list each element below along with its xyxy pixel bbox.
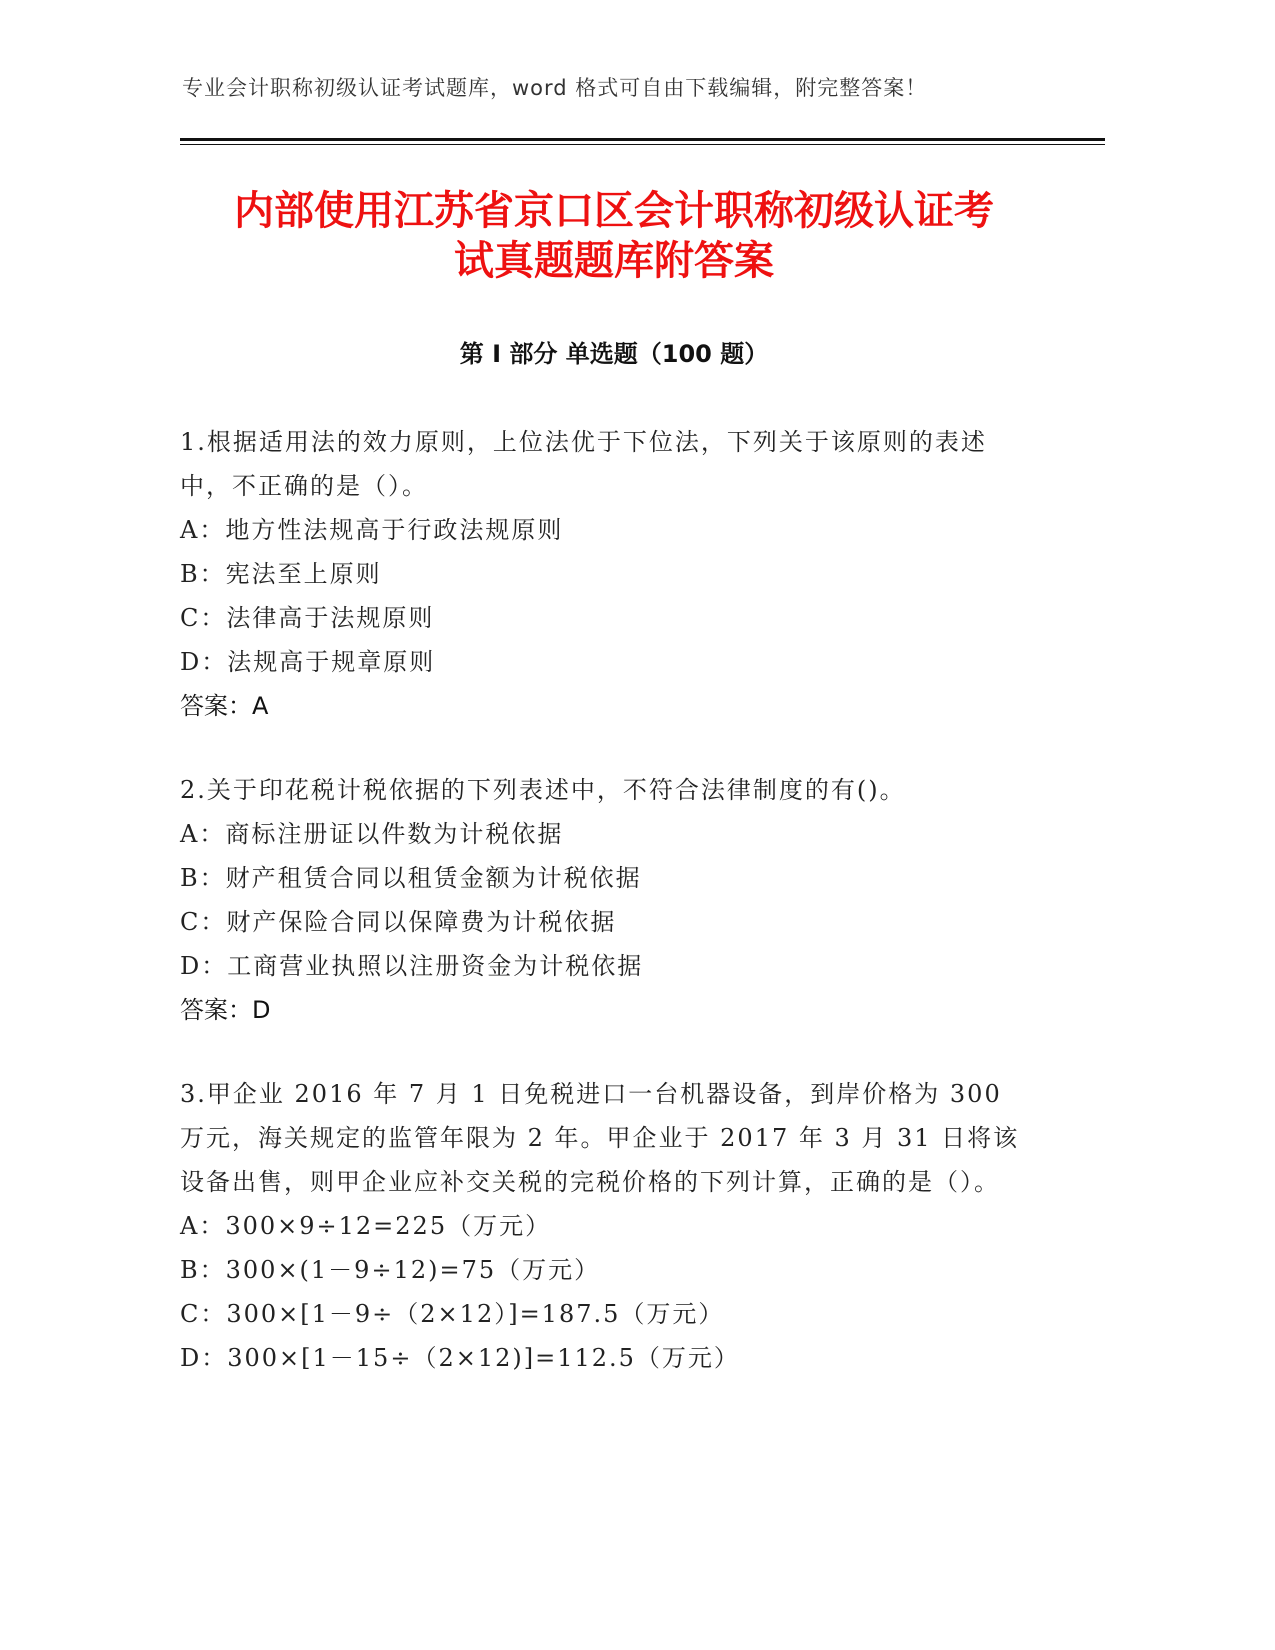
- question-1: [180, 420, 1030, 728]
- question-stem: 2.关于印花税计税依据的下列表述中，不符合法律制度的有()。: [180, 776, 906, 804]
- option-a: A：300×9÷12=225（万元）: [180, 1212, 552, 1240]
- option-b: B：财产租赁合同以租赁金额为计税依据: [180, 864, 642, 892]
- header-rule-thick: [180, 138, 1105, 141]
- option-a: A：商标注册证以件数为计税依据: [180, 820, 564, 848]
- option-d: D：工商营业执照以注册资金为计税依据: [180, 952, 644, 980]
- question-2: [180, 768, 1030, 1032]
- option-b: B：300×(1－9÷12)=75（万元）: [180, 1256, 601, 1284]
- answer: 答案：A: [180, 692, 269, 720]
- option-c: C：财产保险合同以保障费为计税依据: [180, 908, 617, 936]
- document-title-line-1: 内部使用江苏省京口区会计职称初级认证考: [234, 188, 994, 234]
- header-note: 专业会计职称初级认证考试题库，word 格式可自由下载编辑，附完整答案！: [182, 76, 928, 100]
- option-b: B：宪法至上原则: [180, 560, 382, 588]
- question-stem: 3.甲企业 2016 年 7 月 1 日免税进口一台机器设备，到岸价格为 300 万元，海关规定的监管年限为 2 年。甲企业于 2017 年 3 月 31 日将该设备出售，则甲企业应补交关税的完税价格的下列计算，正确的是（）。: [180, 1080, 1020, 1196]
- question-3: [180, 1072, 1030, 1380]
- section-heading: 第 I 部分 单选题（100 题）: [459, 340, 769, 368]
- option-c: C：法律高于法规原则: [180, 604, 435, 632]
- question-stem: 1.根据适用法的效力原则，上位法优于下位法，下列关于该原则的表述中，不正确的是（）。: [180, 428, 987, 500]
- header-rule-thin: [180, 144, 1105, 145]
- option-d: D：法规高于规章原则: [180, 648, 436, 676]
- option-c: C：300×[1－9÷（2×12）]=187.5（万元）: [180, 1300, 725, 1328]
- document-title: [180, 186, 1048, 286]
- answer: 答案：D: [180, 996, 271, 1024]
- option-a: A：地方性法规高于行政法规原则: [180, 516, 564, 544]
- option-d: D：300×[1－15÷（2×12)]=112.5（万元）: [180, 1344, 740, 1372]
- question-list: [180, 420, 1030, 1420]
- document-title-line-2: 试真题题库附答案: [454, 238, 774, 284]
